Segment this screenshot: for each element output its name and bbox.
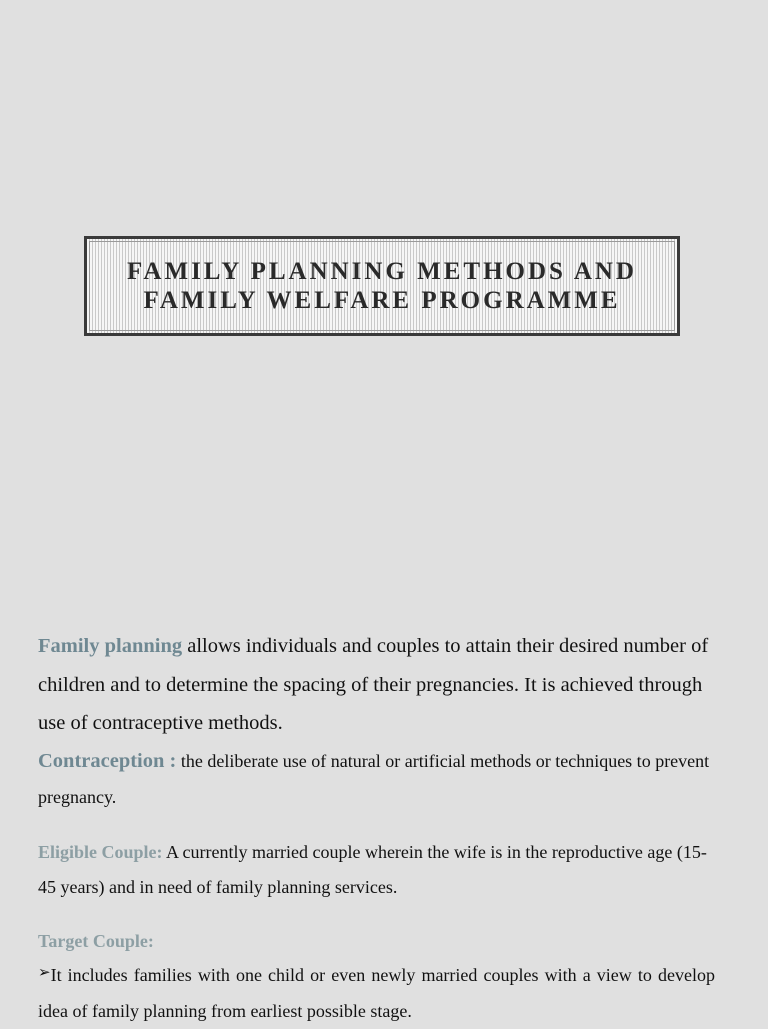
title-box (84, 236, 680, 336)
target-couple-heading (38, 924, 715, 958)
target-couple-bullet-text: It includes families with one child or even newly married couples with a view to develop idea of family planning from earliest possible stage. (38, 964, 715, 1021)
eligible-couple-paragraph (38, 835, 715, 905)
page-title (127, 257, 637, 315)
arrowhead-bullet-icon: ➢ (38, 962, 51, 981)
family-planning-term: Family planning (38, 635, 183, 657)
contraception-definition: the deliberate use of natural or artificial methods or techniques to prevent pregnancy. (38, 750, 710, 807)
eligible-couple-definition: A currently married couple wherein the wife is in the reproductive age (15-45 years) and in need of family planning services. (38, 841, 707, 897)
family-planning-definition: allows individuals and couples to attain their desired number of children and to determine the spacing of their pregnancies. It is achieved through use of contraceptive methods. (38, 635, 709, 734)
contraception-paragraph (38, 743, 715, 815)
contraception-term: Contraception : (38, 749, 177, 772)
target-couple-bullet (38, 958, 715, 1029)
title-line-1: FAMILY PLANNING METHODS AND (127, 258, 637, 285)
target-couple-term: Target Couple: (38, 930, 154, 951)
content-body (38, 627, 715, 1029)
family-planning-paragraph (38, 627, 715, 743)
eligible-couple-term: Eligible Couple: (38, 841, 163, 862)
title-line-2: FAMILY WELFARE PROGRAMME (143, 287, 621, 314)
